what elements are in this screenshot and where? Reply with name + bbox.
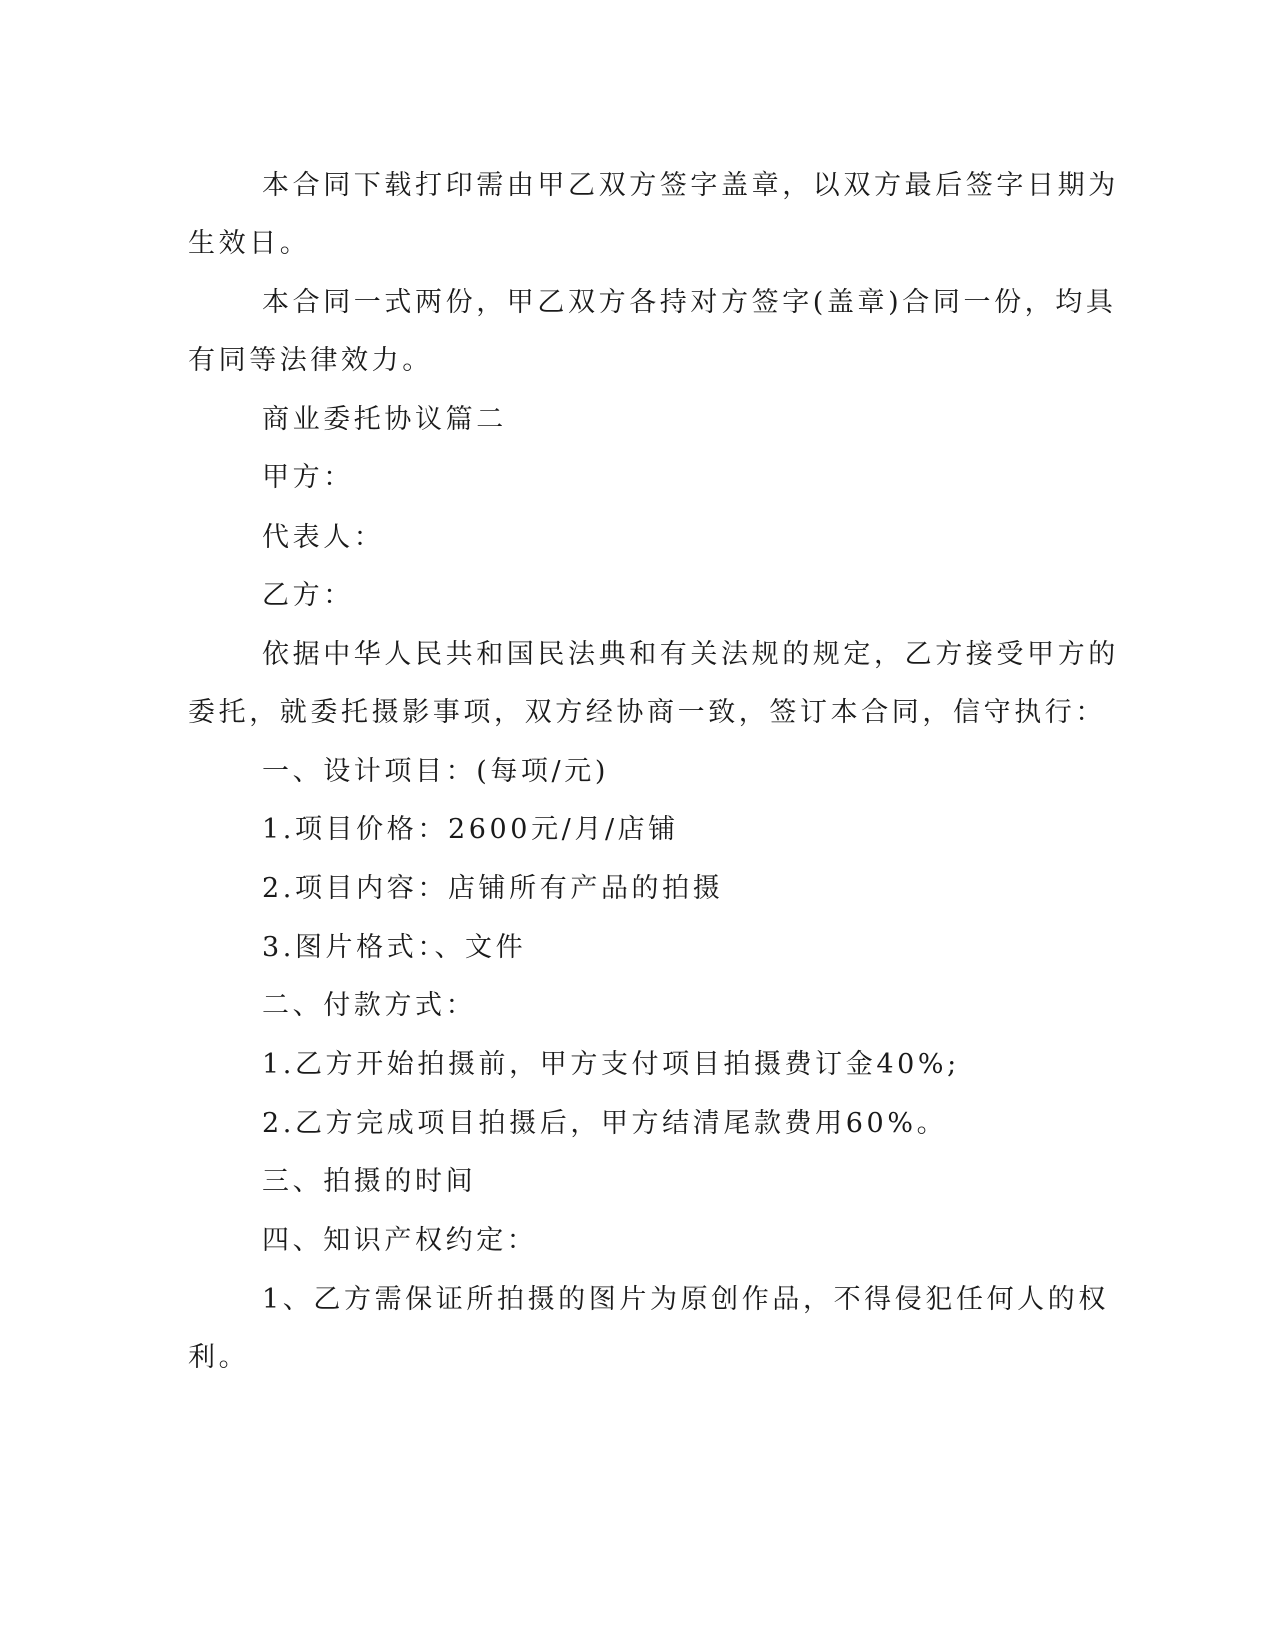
clause-4-item-1-line-1: 1、乙方需保证所拍摄的图片为原创作品，不得侵犯任何人的权 — [262, 1284, 1109, 1315]
clause-4-item-1-line-2: 利。 — [188, 1342, 250, 1373]
clause-1-item-format: 3.图片格式：、文件 — [262, 932, 527, 963]
paragraph-copies-line-2: 有同等法律效力。 — [188, 345, 433, 376]
paragraph-basis-line-1: 依据中华人民共和国民法典和有关法规的规定，乙方接受甲方的 — [262, 639, 1119, 670]
section-heading: 商业委托协议篇二 — [262, 404, 507, 435]
clause-1-heading: 一、设计项目：(每项/元) — [262, 756, 609, 787]
clause-4-heading: 四、知识产权约定： — [262, 1225, 538, 1256]
party-b-label: 乙方： — [262, 580, 354, 611]
clause-3-heading: 三、拍摄的时间 — [262, 1166, 477, 1197]
paragraph-basis-line-2: 委托，就委托摄影事项，双方经协商一致，签订本合同，信守执行： — [188, 697, 1106, 728]
paragraph-signing-line-2: 生效日。 — [188, 228, 311, 259]
paragraph-signing-line-1: 本合同下载打印需由甲乙双方签字盖章，以双方最后签字日期为 — [262, 170, 1119, 201]
clause-1-item-price: 1.项目价格：2600元/月/店铺 — [262, 814, 679, 845]
party-a-label: 甲方： — [262, 462, 354, 493]
clause-2-heading: 二、付款方式： — [262, 990, 477, 1021]
clause-1-item-content: 2.项目内容：店铺所有产品的拍摄 — [262, 873, 724, 904]
clause-2-item-balance: 2.乙方完成项目拍摄后，甲方结清尾款费用60%。 — [262, 1108, 948, 1139]
clause-2-item-deposit: 1.乙方开始拍摄前，甲方支付项目拍摄费订金40%; — [262, 1049, 960, 1080]
representative-label: 代表人： — [262, 522, 385, 553]
paragraph-copies-line-1: 本合同一式两份，甲乙双方各持对方签字(盖章)合同一份，均具 — [262, 287, 1117, 318]
